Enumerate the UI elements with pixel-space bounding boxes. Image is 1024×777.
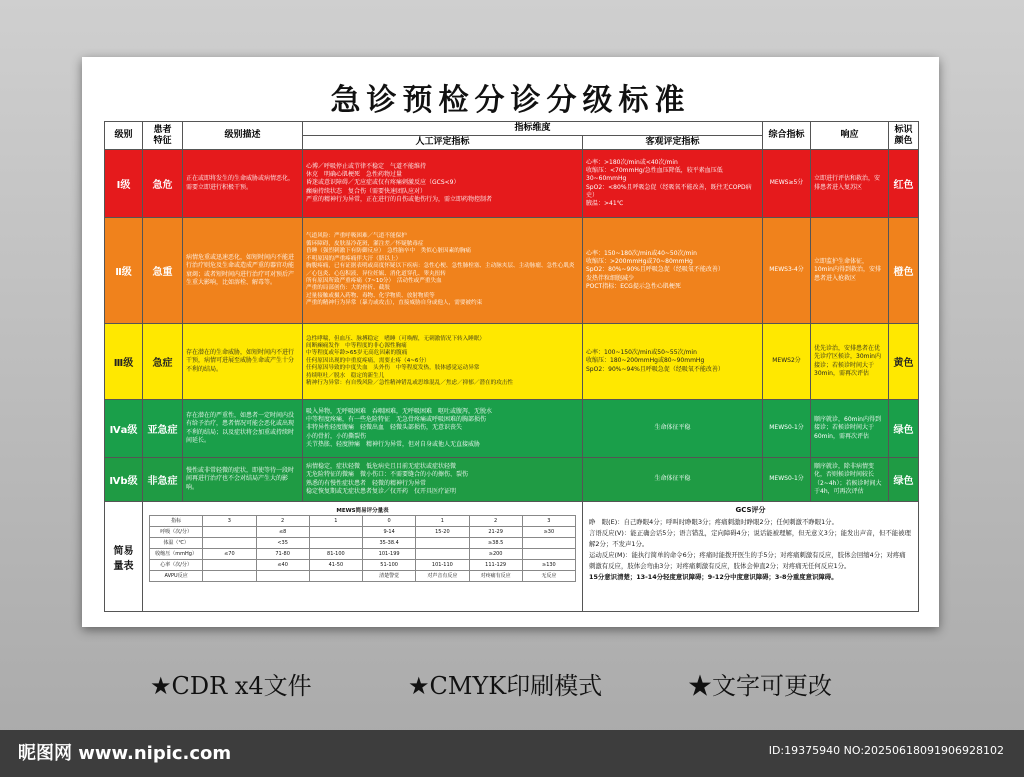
level-desc: 正在或即将发生的生命威胁或病情恶化，需要立即进行积极干预。 [183, 150, 303, 218]
header-desc: 级别描述 [183, 122, 303, 150]
mews-cell: 111-129 [469, 560, 522, 571]
patient-label: 急症 [143, 324, 183, 400]
level-label: Ⅳb级 [105, 458, 143, 502]
mews-cell [416, 538, 469, 549]
feature-cdr: ★CDR x4文件 [150, 672, 312, 700]
footer-bar [0, 730, 1024, 777]
patient-label: 急危 [143, 150, 183, 218]
response-text: 立即进行评估和救治，安排患者进入复苏区 [811, 150, 889, 218]
mews-row [150, 560, 576, 571]
feature-strip [0, 666, 1024, 706]
mews-cell: 81-100 [309, 549, 362, 560]
objective-indicators: 心率：100~150次/min或50~55次/min 收缩压：180~200mmHg或80~90mmHg SpO2：90%~94%且呼吸急促（经吸氧不能改善） [583, 324, 763, 400]
feature-cmyk: ★CMYK印刷模式 [408, 672, 603, 700]
mews-cell: 101-199 [363, 549, 416, 560]
objective-indicators: 心率：>180次/min或<40次/min 收缩压：<70mmHg/急性血压降低，较平素血压低30~60mmHg SpO2：<80%且呼吸急促（经吸氧不能改善，既往无COPD病史） 腋温：>41℃ [583, 150, 763, 218]
color-label: 绿色 [889, 400, 919, 458]
mews-header: 1 [416, 516, 469, 527]
mews-cell: ≤40 [256, 560, 309, 571]
mews-cell: ≥200 [469, 549, 522, 560]
gcs-cell [583, 502, 919, 612]
level-label: Ⅱ级 [105, 218, 143, 324]
mews-header: 2 [469, 516, 522, 527]
mews-cell: 71-80 [256, 549, 309, 560]
triage-table [104, 121, 919, 612]
header-patient: 患者 特征 [143, 122, 183, 150]
mews-row [150, 571, 576, 582]
mews-cell: 收缩压（mmHg） [150, 549, 203, 560]
mews-cell: 对声音有反应 [416, 571, 469, 582]
objective-indicators: 心率：150~180次/min或40~50次/min 收缩压：>200mmHg或70~80mmHg SpO2：80%~90%且呼吸急促（经吸氧不能改善） 发热伴粒细胞减少 POCT指标：ECG提示急性心肌梗死 [583, 218, 763, 324]
mews-cell: AVPU反应 [150, 571, 203, 582]
row-level-4a [105, 400, 919, 458]
row-level-4b [105, 458, 919, 502]
mews-cell [203, 538, 256, 549]
mews-header: 2 [256, 516, 309, 527]
header-color: 标识 颜色 [889, 122, 919, 150]
mews-header: 3 [522, 516, 575, 527]
mews-cell: ≤70 [203, 549, 256, 560]
level-desc: 病情危重或迅速恶化，如短时间内不能进行治疗则危及生命或造成严重的器官功能衰竭；或者短时间内进行治疗可对预后产生重大影响，比如溶栓、解毒等。 [183, 218, 303, 324]
composite-indicator: MEWS≥5分 [763, 150, 811, 218]
site-logo: 昵图网 www.nipic.com [18, 743, 232, 764]
poster-board [82, 57, 939, 627]
header-manual: 人工评定指标 [303, 136, 583, 150]
response-text: 顺序就诊，除非病情变化，否则候诊时间较长（2~4h）；若候诊时间大于4h，可再次评估 [811, 458, 889, 502]
mews-row [150, 549, 576, 560]
mews-cell: 无反应 [522, 571, 575, 582]
header-composite: 综合指标 [763, 122, 811, 150]
level-label: Ⅳa级 [105, 400, 143, 458]
composite-indicator: MEWS0-1分 [763, 458, 811, 502]
row-level-3 [105, 324, 919, 400]
gcs-line-eye: 睁 眼(E)：自己睁眼4分；呼叫时睁眼3分；疼痛刺激时睁眼2分；任何刺激不睁眼1分。 [589, 518, 838, 526]
color-label: 橙色 [889, 218, 919, 324]
mews-cell: 对疼痛有反应 [469, 571, 522, 582]
mews-row [150, 538, 576, 549]
mews-cell [203, 571, 256, 582]
gcs-line-verbal: 言语反应(V)：能正确会话5分；语言错乱，定向障碍4分；说话能被理解，但无意义3分；能发出声音，但不能被理解2分；不发声1分。 [589, 529, 911, 548]
gcs-line-motor: 运动反应(M)：能执行简单的命令6分；疼痛时能拨开医生的手5分；对疼痛刺激有反应，肢体会回缩4分；对疼痛刺激有反应，肢体会弯曲3分；对疼痛刺激有反应，肢体会伸直2分；对疼痛无任何反应1分。 [589, 551, 906, 570]
mews-header: 3 [203, 516, 256, 527]
level-label: Ⅰ级 [105, 150, 143, 218]
manual-indicators: 病情稳定，症状轻微 低危病史且目前无症状或症状轻微 无危险特征的微痛 微小伤口：不需要缝合的小的擦伤、裂伤 熟悉的有慢性症状患者 轻微的精神行为异常 稳定恢复期或无症状患者复诊／仅开药 仅开具医疗证明 [303, 458, 583, 502]
manual-indicators: 吸入异物，无呼吸困难 吞咽困难，无呼吸困难 呕吐或腹泻，无脱水 中等程度疼痛，有一些危险特征 无急骨疼痛或呼吸困难的胸部损伤 非特异性轻度腹痛 轻微出血 轻微头部损伤，无意识丧失 小的骨折，小的撕裂伤 关节热胀、轻度肿痛 精神行为异常，但对自身或他人无直接威胁 [303, 400, 583, 458]
manual-indicators: 急性哮喘，但血压、脉搏稳定 嗜睡（可唤醒，无刺激情况下转入睡眠） 间断癫痫发作 中等程度的非心源性胸痛 中等程度或年龄>65岁无高危因素的腹痛 任何原因出现的中重度疼痛，需要止疼（4~6分） 任何原因导致的中度失血 头外伤 中等程度发热，肢体感觉运动异常 持续呕吐／脱水 稳定的新生儿 精神行为异常：有自残风险／急性精神错乱或思维混乱／焦虑／抑郁／潜在的攻击性 [303, 324, 583, 400]
poster-title: 急诊预检分诊分级标准 [330, 83, 691, 118]
response-text: 顺序就诊，60min内得到接诊；若候诊时间大于60min，需再次评估 [811, 400, 889, 458]
row-level-1 [105, 150, 919, 218]
mews-cell [309, 527, 362, 538]
gcs-line-summary: 15分意识清楚；13-14分轻度意识障碍；9-12分中度意识障碍；3-8分重度意识障碍。 [589, 573, 838, 581]
level-desc: 存在潜在的严重性，如患者一定时间内没有给予治疗，患者情况可能会恶化或出现不利的结局；以及症状将会加重或持续时间延长。 [183, 400, 303, 458]
mews-cell: ≥130 [522, 560, 575, 571]
row-level-2 [105, 218, 919, 324]
mews-header: 1 [309, 516, 362, 527]
simple-scale-label: 简易 量表 [105, 502, 143, 612]
mews-table [149, 515, 576, 582]
manual-indicators: 气道风险：严重呼吸困难／气道不能保护 循环障碍，皮肤湿冷花斑，灌注差／怀疑脓毒症 昏睡（强烈刺激下有防御反应） 急性脑卒中 类似心脏因素的胸痛 不明原因的严重疼痛伴大汗（脐以上） 胸腹疼痛，已有证据表明或高度怀疑以下疾病：急性心梗、急性肺栓塞、主动脉夹层、主动脉瘤、急性心肌炎／心包炎、心包积液、异位妊娠、消化道穿孔、睾丸扭转 所有原因所致严重疼痛（7~10分） 活动性或严重失血 严重的局部创伤：大的骨折、截肢 过量接触或摄入药物、毒物、化学物质、放射物质等 严重的精神行为异常（暴力或攻击），直接威胁自身或他人，需要被约束 [303, 218, 583, 324]
mews-cell: <35 [256, 538, 309, 549]
level-desc: 存在潜在的生命威胁，如短时间内不进行干预，病情可进展至威胁生命或产生十分不利的结局。 [183, 324, 303, 400]
mews-row [150, 527, 576, 538]
composite-indicator: MEWS0-1分 [763, 400, 811, 458]
feature-editable: ★文字可更改 [688, 672, 832, 700]
mews-cell [522, 538, 575, 549]
mews-cell: ≤8 [256, 527, 309, 538]
mews-cell: 心率（次/分） [150, 560, 203, 571]
header-objective: 客观评定指标 [583, 136, 763, 150]
patient-label: 亚急症 [143, 400, 183, 458]
mews-cell [416, 549, 469, 560]
manual-indicators: 心博／呼吸停止或节律不稳定 气道不能维持 休克 明确心肌梗死 急性药物过量 昏迷或意识障碍／无应症或仅有疼痛刺激反应（GCS<9） 癫痫持续状态 复合伤（需要快速团队应对） 严重的精神行为异常，正在进行的自伤或他伤行为，需立即药物控制者 [303, 150, 583, 218]
color-label: 绿色 [889, 458, 919, 502]
level-label: Ⅲ级 [105, 324, 143, 400]
mews-cell: ≥30 [522, 527, 575, 538]
mews-cell [143, 502, 583, 612]
mews-cell: 35-38.4 [363, 538, 416, 549]
mews-cell: 清楚警觉 [363, 571, 416, 582]
mews-cell: 呼吸（次/分） [150, 527, 203, 538]
composite-indicator: MEWS3-4分 [763, 218, 811, 324]
level-desc: 慢性或非常轻微的症状，即使等待一段时间再进行治疗也不会对结局产生大的影响。 [183, 458, 303, 502]
composite-indicator: MEWS2分 [763, 324, 811, 400]
mews-header: 指标 [150, 516, 203, 527]
mews-cell: 21-29 [469, 527, 522, 538]
mews-cell [203, 560, 256, 571]
response-text: 优先诊治，安排患者在优先诊疗区候诊，30min内接诊；若候诊时间大于30min，需再次评估 [811, 324, 889, 400]
patient-label: 急重 [143, 218, 183, 324]
image-id: ID:19375940 NO:20250618091906928102 [768, 744, 1004, 757]
header-dimension: 指标维度 [303, 122, 763, 136]
mews-cell: 51-100 [363, 560, 416, 571]
mews-header-row [150, 516, 576, 527]
mews-cell: 101-110 [416, 560, 469, 571]
mews-cell [309, 538, 362, 549]
mews-cell: 41-50 [309, 560, 362, 571]
header-level: 级别 [105, 122, 143, 150]
mews-cell [203, 527, 256, 538]
color-label: 黄色 [889, 324, 919, 400]
mews-cell: 15-20 [416, 527, 469, 538]
mews-cell: 体温（℃） [150, 538, 203, 549]
row-simple-scales [105, 502, 919, 612]
mews-cell: 9-14 [363, 527, 416, 538]
header-response: 响应 [811, 122, 889, 150]
mews-cell [522, 549, 575, 560]
patient-label: 非急症 [143, 458, 183, 502]
mews-cell [256, 571, 309, 582]
mews-header: 0 [363, 516, 416, 527]
gcs-title: GCS评分 [735, 506, 766, 514]
mews-cell: ≥38.5 [469, 538, 522, 549]
color-label: 红色 [889, 150, 919, 218]
response-text: 立即监护生命体征，10min内得到救治，安排患者进入抢救区 [811, 218, 889, 324]
mews-caption: MEWS简易评分量表 [336, 508, 389, 514]
objective-indicators: 生命体征平稳 [583, 400, 763, 458]
mews-cell [309, 571, 362, 582]
objective-indicators: 生命体征平稳 [583, 458, 763, 502]
